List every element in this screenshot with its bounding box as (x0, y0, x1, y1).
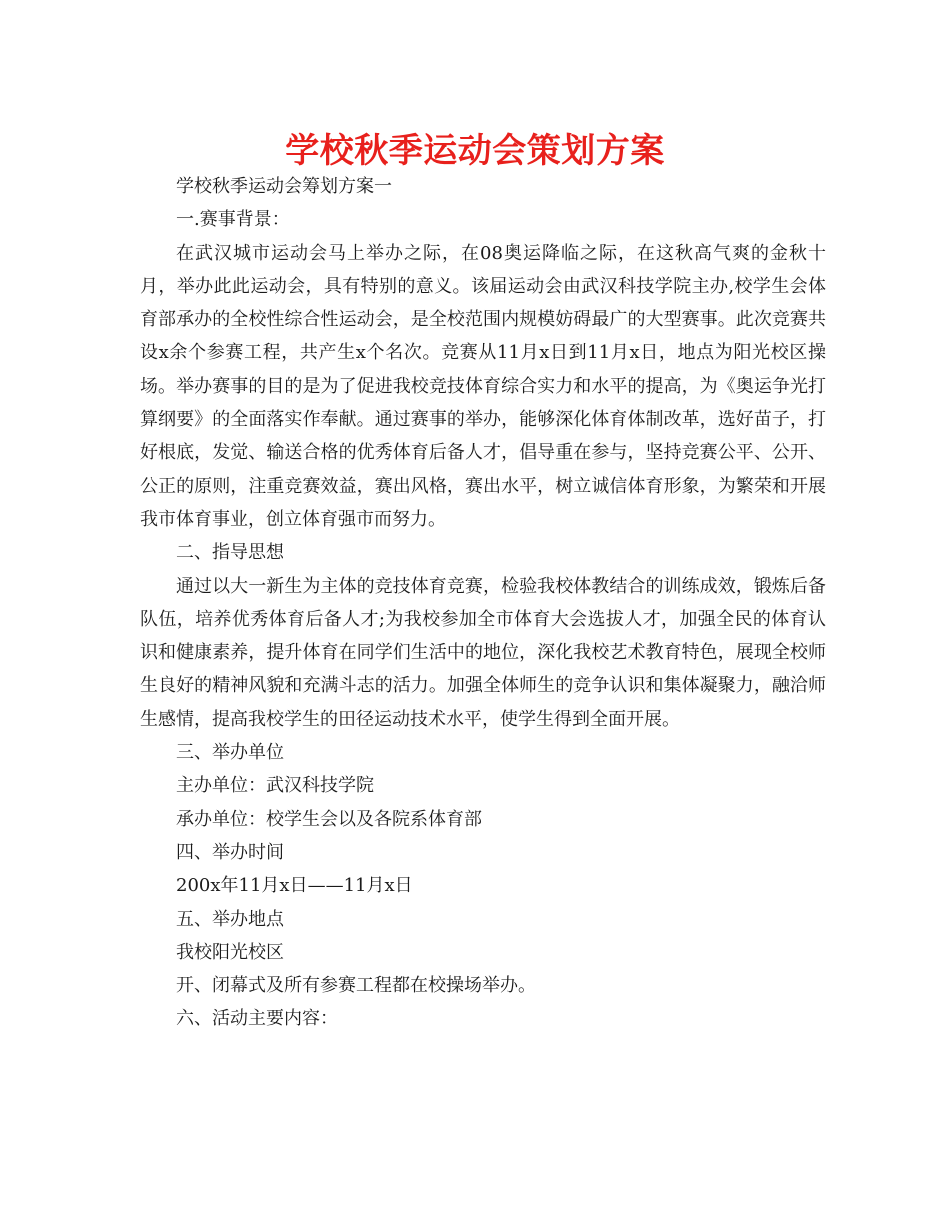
section-heading-main-content: 六、活动主要内容： (176, 1008, 338, 1030)
section-heading-organizers: 三、举办单位 (176, 742, 284, 764)
paragraph-host-unit: 主办单位：武汉科技学院 (176, 775, 374, 797)
paragraph-venue-detail: 开、闭幕式及所有参赛工程都在校操场举办。 (176, 975, 536, 997)
section-heading-venue: 五、举办地点 (176, 908, 284, 930)
paragraph-background: 在武汉城市运动会马上举办之际，在08奥运降临之际，在这秋高气爽的金秋十月，举办此此运动会，具有特别的意义。该届运动会由武汉科技学院主办,校学生会体育部承办的全校性综合性运动会，是全校范围内规模妨碍最广的大型赛事。此次竞赛共设x余个参赛工程，共产生x个名次。竞赛从11月x日到11月x日，地点为阳光校区操场。举办赛事的目的是为了促进我校竞技体育综合实力和水平的提高，为《奥运争光打算纲要》的全面落实作奉献。通过赛事的举办，能够深化体育体制改革，选好苗子，打好根底，发觉、输送合格的优秀体育后备人才，倡导重在参与，坚持竞赛公平、公开、公正的原则，注重竞赛效益，赛出风格，赛出水平，树立诚信体育形象，为繁荣和开展我市体育事业，创立体育强市而努力。 (140, 242, 826, 530)
document-body (140, 170, 826, 1036)
paragraph-subtitle: 学校秋季运动会筹划方案一 (176, 176, 392, 197)
section-heading-guiding-ideology: 二、指导思想 (176, 542, 284, 564)
section-heading-background: 一.赛事背景： (176, 209, 290, 231)
paragraph-guiding-ideology: 通过以大一新生为主体的竞技体育竞赛，检验我校体教结合的训练成效，锻炼后备队伍，培养优秀体育后备人才;为我校参加全市体育大会选拔人才，加强全民的体育认识和健康素养，提升体育在同学们生活中的地位，深化我校艺术教育特色，展现全校师生良好的精神风貌和充满斗志的活力。加强全体师生的竞争认识和集体凝聚力，融洽师生感情，提高我校学生的田径运动技术水平，使学生得到全面开展。 (140, 575, 826, 730)
paragraph-time: 200x年11月x日——11月x日 (176, 875, 413, 897)
paragraph-venue: 我校阳光校区 (176, 941, 284, 963)
paragraph-organizing-unit: 承办单位：校学生会以及各院系体育部 (176, 808, 482, 830)
section-heading-time: 四、举办时间 (176, 841, 284, 863)
document-title: 学校秋季运动会策划方案 (285, 131, 665, 171)
